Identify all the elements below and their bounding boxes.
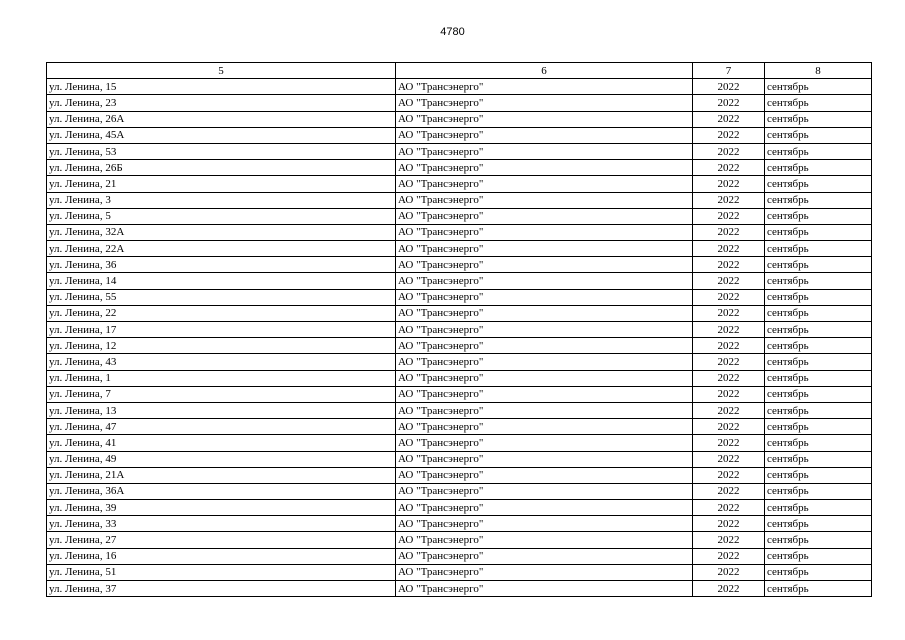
- month-cell: сентябрь: [765, 95, 872, 111]
- year-cell: 2022: [693, 322, 765, 338]
- table-row: [47, 564, 872, 580]
- table-row: [47, 532, 872, 548]
- table-row: [47, 176, 872, 192]
- header-cell-organization: 6: [396, 63, 693, 79]
- table-row: [47, 354, 872, 370]
- page-number: 4780: [440, 26, 465, 38]
- organization-cell: АО "Трансэнерго": [396, 370, 693, 386]
- address-cell: ул. Ленина, 21А: [47, 467, 396, 483]
- organization-cell: АО "Трансэнерго": [396, 192, 693, 208]
- table-row: [47, 419, 872, 435]
- table-row: [47, 370, 872, 386]
- table-row: [47, 289, 872, 305]
- organization-cell: АО "Трансэнерго": [396, 402, 693, 418]
- year-cell: 2022: [693, 241, 765, 257]
- address-cell: ул. Ленина, 1: [47, 370, 396, 386]
- address-cell: ул. Ленина, 23: [47, 95, 396, 111]
- month-cell: сентябрь: [765, 483, 872, 499]
- organization-cell: АО "Трансэнерго": [396, 516, 693, 532]
- table-row: [47, 467, 872, 483]
- organization-cell: АО "Трансэнерго": [396, 564, 693, 580]
- year-cell: 2022: [693, 532, 765, 548]
- table-row: [47, 160, 872, 176]
- month-cell: сентябрь: [765, 208, 872, 224]
- address-cell: ул. Ленина, 27: [47, 532, 396, 548]
- address-cell: ул. Ленина, 37: [47, 581, 396, 597]
- year-cell: 2022: [693, 338, 765, 354]
- address-cell: ул. Ленина, 43: [47, 354, 396, 370]
- table-row: [47, 581, 872, 597]
- address-cell: ул. Ленина, 22: [47, 305, 396, 321]
- header-cell-address: 5: [47, 63, 396, 79]
- organization-cell: АО "Трансэнерго": [396, 435, 693, 451]
- organization-cell: АО "Трансэнерго": [396, 273, 693, 289]
- year-cell: 2022: [693, 95, 765, 111]
- month-cell: сентябрь: [765, 451, 872, 467]
- year-cell: 2022: [693, 500, 765, 516]
- address-cell: ул. Ленина, 55: [47, 289, 396, 305]
- table-row: [47, 451, 872, 467]
- year-cell: 2022: [693, 483, 765, 499]
- organization-cell: АО "Трансэнерго": [396, 483, 693, 499]
- table-row: [47, 305, 872, 321]
- table-row: [47, 224, 872, 240]
- table-row: [47, 241, 872, 257]
- table-row: [47, 143, 872, 159]
- month-cell: сентябрь: [765, 435, 872, 451]
- address-cell: ул. Ленина, 45А: [47, 127, 396, 143]
- address-cell: ул. Ленина, 22А: [47, 241, 396, 257]
- year-cell: 2022: [693, 467, 765, 483]
- month-cell: сентябрь: [765, 581, 872, 597]
- month-cell: сентябрь: [765, 79, 872, 95]
- year-cell: 2022: [693, 370, 765, 386]
- organization-cell: АО "Трансэнерго": [396, 548, 693, 564]
- organization-cell: АО "Трансэнерго": [396, 95, 693, 111]
- organization-cell: АО "Трансэнерго": [396, 305, 693, 321]
- month-cell: сентябрь: [765, 386, 872, 402]
- year-cell: 2022: [693, 305, 765, 321]
- address-cell: ул. Ленина, 15: [47, 79, 396, 95]
- address-cell: ул. Ленина, 36: [47, 257, 396, 273]
- address-cell: ул. Ленина, 26А: [47, 111, 396, 127]
- header-cell-month: 8: [765, 63, 872, 79]
- address-cell: ул. Ленина, 26Б: [47, 160, 396, 176]
- organization-cell: АО "Трансэнерго": [396, 208, 693, 224]
- year-cell: 2022: [693, 143, 765, 159]
- organization-cell: АО "Трансэнерго": [396, 127, 693, 143]
- address-cell: ул. Ленина, 51: [47, 564, 396, 580]
- organization-cell: АО "Трансэнерго": [396, 111, 693, 127]
- year-cell: 2022: [693, 548, 765, 564]
- organization-cell: АО "Трансэнерго": [396, 224, 693, 240]
- month-cell: сентябрь: [765, 111, 872, 127]
- organization-cell: АО "Трансэнерго": [396, 532, 693, 548]
- year-cell: 2022: [693, 111, 765, 127]
- table-row: [47, 273, 872, 289]
- address-cell: ул. Ленина, 47: [47, 419, 396, 435]
- address-cell: ул. Ленина, 33: [47, 516, 396, 532]
- year-cell: 2022: [693, 419, 765, 435]
- address-cell: ул. Ленина, 3: [47, 192, 396, 208]
- organization-cell: АО "Трансэнерго": [396, 241, 693, 257]
- address-cell: ул. Ленина, 12: [47, 338, 396, 354]
- table-row: [47, 500, 872, 516]
- address-cell: ул. Ленина, 49: [47, 451, 396, 467]
- address-cell: ул. Ленина, 32А: [47, 224, 396, 240]
- year-cell: 2022: [693, 402, 765, 418]
- organization-cell: АО "Трансэнерго": [396, 79, 693, 95]
- month-cell: сентябрь: [765, 143, 872, 159]
- month-cell: сентябрь: [765, 500, 872, 516]
- address-cell: ул. Ленина, 16: [47, 548, 396, 564]
- address-cell: ул. Ленина, 39: [47, 500, 396, 516]
- month-cell: сентябрь: [765, 402, 872, 418]
- table-row: [47, 548, 872, 564]
- month-cell: сентябрь: [765, 548, 872, 564]
- year-cell: 2022: [693, 208, 765, 224]
- year-cell: 2022: [693, 354, 765, 370]
- organization-cell: АО "Трансэнерго": [396, 143, 693, 159]
- table-row: [47, 208, 872, 224]
- month-cell: сентябрь: [765, 273, 872, 289]
- year-cell: 2022: [693, 273, 765, 289]
- table-body: [47, 79, 872, 597]
- year-cell: 2022: [693, 289, 765, 305]
- organization-cell: АО "Трансэнерго": [396, 581, 693, 597]
- header-row: [47, 63, 872, 79]
- month-cell: сентябрь: [765, 305, 872, 321]
- address-cell: ул. Ленина, 13: [47, 402, 396, 418]
- organization-cell: АО "Трансэнерго": [396, 386, 693, 402]
- address-cell: ул. Ленина, 17: [47, 322, 396, 338]
- address-cell: ул. Ленина, 41: [47, 435, 396, 451]
- year-cell: 2022: [693, 127, 765, 143]
- data-table: [46, 62, 872, 597]
- year-cell: 2022: [693, 160, 765, 176]
- month-cell: сентябрь: [765, 176, 872, 192]
- month-cell: сентябрь: [765, 370, 872, 386]
- table-row: [47, 192, 872, 208]
- table-row: [47, 95, 872, 111]
- address-cell: ул. Ленина, 53: [47, 143, 396, 159]
- month-cell: сентябрь: [765, 257, 872, 273]
- year-cell: 2022: [693, 192, 765, 208]
- address-cell: ул. Ленина, 21: [47, 176, 396, 192]
- table-row: [47, 111, 872, 127]
- month-cell: сентябрь: [765, 516, 872, 532]
- year-cell: 2022: [693, 451, 765, 467]
- month-cell: сентябрь: [765, 467, 872, 483]
- organization-cell: АО "Трансэнерго": [396, 419, 693, 435]
- header-cell-year: 7: [693, 63, 765, 79]
- month-cell: сентябрь: [765, 224, 872, 240]
- organization-cell: АО "Трансэнерго": [396, 257, 693, 273]
- year-cell: 2022: [693, 176, 765, 192]
- table-row: [47, 435, 872, 451]
- month-cell: сентябрь: [765, 322, 872, 338]
- table-row: [47, 127, 872, 143]
- address-cell: ул. Ленина, 5: [47, 208, 396, 224]
- month-cell: сентябрь: [765, 354, 872, 370]
- organization-cell: АО "Трансэнерго": [396, 338, 693, 354]
- address-cell: ул. Ленина, 7: [47, 386, 396, 402]
- month-cell: сентябрь: [765, 532, 872, 548]
- year-cell: 2022: [693, 581, 765, 597]
- year-cell: 2022: [693, 564, 765, 580]
- organization-cell: АО "Трансэнерго": [396, 451, 693, 467]
- table-row: [47, 257, 872, 273]
- month-cell: сентябрь: [765, 241, 872, 257]
- organization-cell: АО "Трансэнерго": [396, 160, 693, 176]
- month-cell: сентябрь: [765, 192, 872, 208]
- address-cell: ул. Ленина, 14: [47, 273, 396, 289]
- month-cell: сентябрь: [765, 160, 872, 176]
- table-row: [47, 402, 872, 418]
- table-row: [47, 79, 872, 95]
- table-row: [47, 483, 872, 499]
- organization-cell: АО "Трансэнерго": [396, 467, 693, 483]
- table-row: [47, 322, 872, 338]
- organization-cell: АО "Трансэнерго": [396, 289, 693, 305]
- month-cell: сентябрь: [765, 127, 872, 143]
- year-cell: 2022: [693, 435, 765, 451]
- year-cell: 2022: [693, 79, 765, 95]
- organization-cell: АО "Трансэнерго": [396, 176, 693, 192]
- table-row: [47, 386, 872, 402]
- table-row: [47, 516, 872, 532]
- table-row: [47, 338, 872, 354]
- year-cell: 2022: [693, 516, 765, 532]
- year-cell: 2022: [693, 257, 765, 273]
- month-cell: сентябрь: [765, 564, 872, 580]
- organization-cell: АО "Трансэнерго": [396, 500, 693, 516]
- year-cell: 2022: [693, 224, 765, 240]
- month-cell: сентябрь: [765, 289, 872, 305]
- month-cell: сентябрь: [765, 419, 872, 435]
- organization-cell: АО "Трансэнерго": [396, 354, 693, 370]
- month-cell: сентябрь: [765, 338, 872, 354]
- address-cell: ул. Ленина, 36А: [47, 483, 396, 499]
- year-cell: 2022: [693, 386, 765, 402]
- organization-cell: АО "Трансэнерго": [396, 322, 693, 338]
